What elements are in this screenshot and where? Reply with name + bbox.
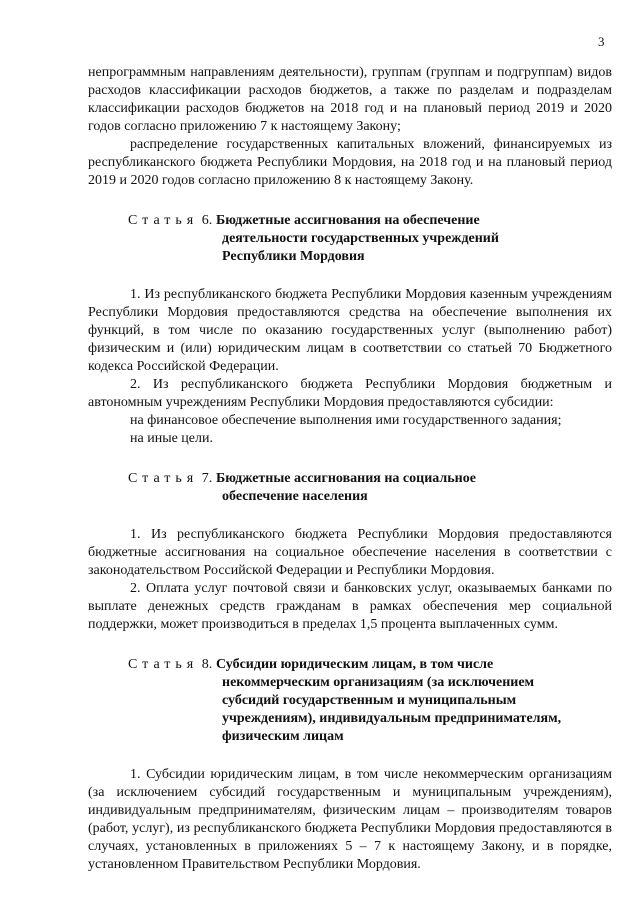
article-8-label (88, 656, 222, 746)
article-number: 7. (201, 471, 213, 486)
article-6-item-2: на иные цели. (130, 431, 213, 446)
article-title-line: некоммерческим организациям (за исключением (222, 675, 535, 690)
article-6-paragraph-2: 2. Из республиканского бюджета Республики Мордовия бюджетным и автономным учреждениям Республики Мордовия предоставляются субсидии: (88, 377, 612, 410)
article-title-line: деятельности государственных учреждений (222, 231, 499, 246)
article-6-title (216, 212, 499, 266)
article-title-line: учреждениям), индивидуальным предпринимателям, (222, 711, 562, 726)
article-7-paragraph-2: 2. Оплата услуг почтовой связи и банковских услуг, оказываемых банками по выплате денежных средств гражданам в рамках обеспечения мер социальной поддержки, может производиться в пределах 1,5 процента выплаченных сумм. (88, 581, 612, 632)
article-word: Статья (128, 471, 199, 486)
article-title-line: субсидий государственным и муниципальным (222, 693, 517, 708)
article-6-paragraph-1: 1. Из республиканского бюджета Республики Мордовия казенным учреждениям Республики Мордовия предоставляются средства на обеспечение выполнения их функций, в том числе по оказанию государственных услуг (выполнению работ) физическим и (или) юридическим лицам в соответствии со статьей 70 Бюджетного кодекса Российской Федерации. (88, 287, 612, 374)
article-number: 8. (201, 657, 213, 672)
page-number: 3 (598, 34, 605, 49)
article-title-line: Субсидии юридическим лицам, в том числе (216, 657, 494, 672)
article-7-paragraph-1: 1. Из республиканского бюджета Республики Мордовия предоставляются бюджетные ассигнования на социальное обеспечение населения в соответствии с законодательством Российской Федерации и Республики Мордовия. (88, 527, 612, 578)
article-number: 6. (201, 213, 213, 228)
intro-paragraph-1: непрограммным направлениям деятельности), группам (группам и подгруппам) видов расходов классификации расходов бюджетов, а также по разделам и подразделам классификации расходов бюджетов на 2018 год и на плановый период 2019 и 2020 годов согласно приложению 7 к настоящему Закону; (88, 65, 612, 134)
article-7-title (216, 470, 476, 506)
intro-paragraph-2: распределение государственных капитальных вложений, финансируемых из республиканского бюджета Республики Мордовия, на 2018 год и на плановый период 2019 и 2020 годов согласно приложению 8 к настоящему Закону. (88, 137, 612, 188)
article-7-label (88, 470, 222, 506)
article-8-title (216, 656, 562, 746)
article-word: Статья (128, 657, 199, 672)
article-title-line: обеспечение населения (222, 489, 368, 504)
article-6-label (88, 212, 222, 266)
article-8-paragraph-1: 1. Субсидии юридическим лицам, в том числе некоммерческим организациям (за исключением субсидий государственным и муниципальным учреждениям), индивидуальным предпринимателям, физическим лицам – производителям товаров (работ, услуг), из республиканского бюджета Республики Мордовия предоставляются в случаях, установленных в приложениях 5 – 7 к настоящему Закону, и в порядке, установленном Правительством Республики Мордовия. (88, 767, 612, 872)
article-7-heading (88, 470, 612, 506)
article-6-heading (88, 212, 612, 266)
article-8-heading (88, 656, 612, 746)
article-title-line: Республики Мордовия (222, 249, 365, 264)
article-title-line: физическим лицам (222, 729, 344, 744)
article-title-line: Бюджетные ассигнования на социальное (216, 471, 476, 486)
article-word: Статья (128, 213, 199, 228)
document-body (88, 64, 612, 874)
article-6-item-1: на финансовое обеспечение выполнения ими государственного задания; (130, 413, 562, 428)
article-title-line: Бюджетные ассигнования на обеспечение (216, 213, 480, 228)
